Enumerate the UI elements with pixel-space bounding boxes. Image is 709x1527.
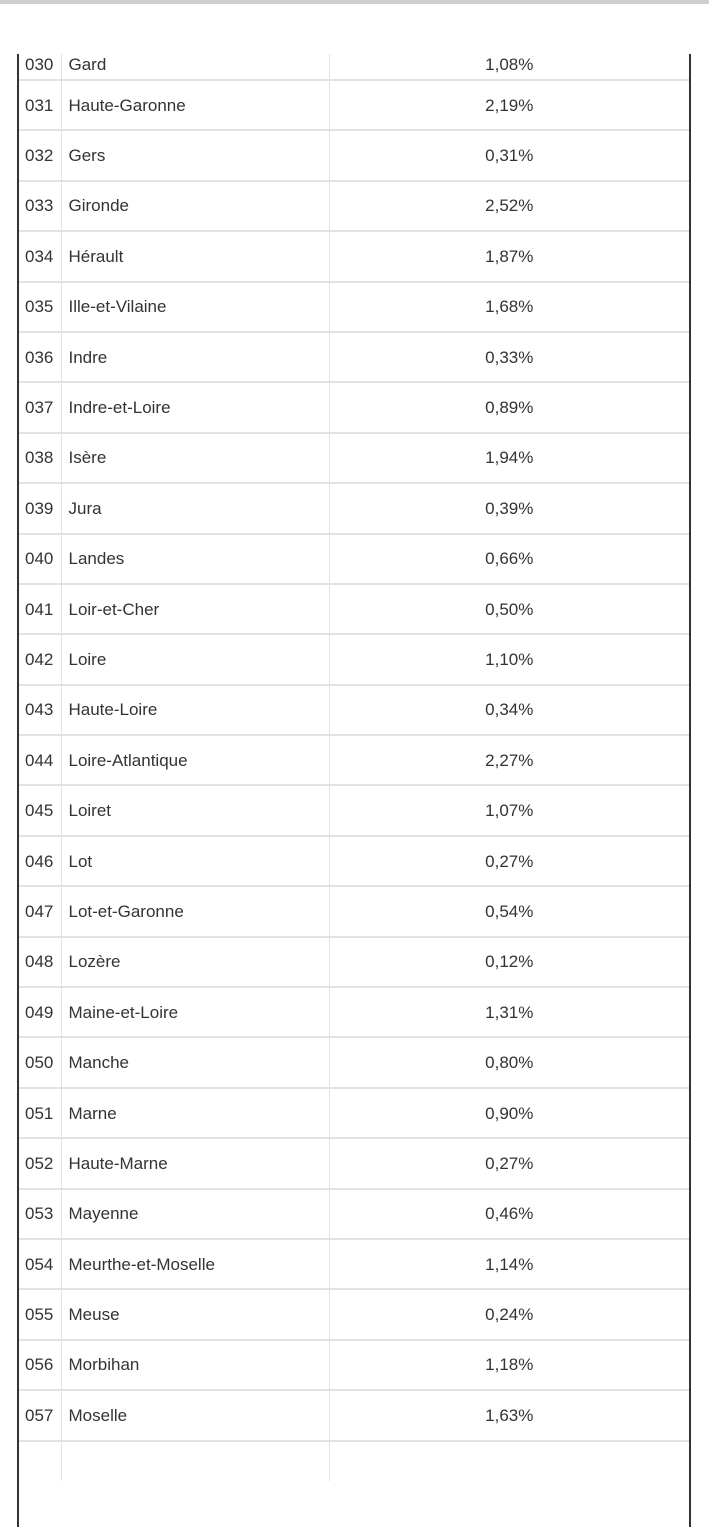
table-row <box>19 1340 689 1390</box>
department-code: 038 <box>19 433 61 483</box>
department-code: 050 <box>19 1037 61 1087</box>
department-percent-empty <box>329 1441 689 1481</box>
department-code: 034 <box>19 231 61 281</box>
department-code: 043 <box>19 685 61 735</box>
department-percent: 0,24% <box>329 1289 689 1339</box>
department-percent: 2,52% <box>329 181 689 231</box>
department-code: 032 <box>19 130 61 180</box>
department-percent: 1,18% <box>329 1340 689 1390</box>
department-percent-table <box>19 54 689 1481</box>
department-code: 042 <box>19 634 61 684</box>
department-name: Ille-et-Vilaine <box>61 282 329 332</box>
department-name: Lozère <box>61 937 329 987</box>
department-name: Meuse <box>61 1289 329 1339</box>
top-divider <box>0 0 709 4</box>
department-code: 044 <box>19 735 61 785</box>
department-code: 057 <box>19 1390 61 1440</box>
department-percent: 1,94% <box>329 433 689 483</box>
department-code: 035 <box>19 282 61 332</box>
table-row <box>19 1088 689 1138</box>
department-percent: 1,63% <box>329 1390 689 1440</box>
department-name-empty <box>61 1441 329 1481</box>
department-code: 048 <box>19 937 61 987</box>
department-percent: 2,19% <box>329 80 689 130</box>
table-row <box>19 735 689 785</box>
table-row-partial <box>19 1441 689 1481</box>
department-code: 041 <box>19 584 61 634</box>
department-code: 056 <box>19 1340 61 1390</box>
table-row <box>19 937 689 987</box>
department-percent: 0,89% <box>329 382 689 432</box>
department-name: Jura <box>61 483 329 533</box>
table-row <box>19 534 689 584</box>
table-row <box>19 1239 689 1289</box>
table-row <box>19 987 689 1037</box>
department-code: 046 <box>19 836 61 886</box>
department-percent: 0,80% <box>329 1037 689 1087</box>
department-code: 030 <box>19 54 61 80</box>
department-code: 047 <box>19 886 61 936</box>
department-name: Haute-Marne <box>61 1138 329 1188</box>
table-row <box>19 1189 689 1239</box>
department-code: 053 <box>19 1189 61 1239</box>
table-row <box>19 1289 689 1339</box>
table-row <box>19 382 689 432</box>
department-percent: 0,27% <box>329 1138 689 1188</box>
department-code: 031 <box>19 80 61 130</box>
department-name: Loire-Atlantique <box>61 735 329 785</box>
department-name: Lot-et-Garonne <box>61 886 329 936</box>
department-percent: 1,87% <box>329 231 689 281</box>
table-row <box>19 282 689 332</box>
table-row <box>19 130 689 180</box>
department-name: Gard <box>61 54 329 80</box>
department-name: Loire <box>61 634 329 684</box>
table-row <box>19 584 689 634</box>
department-percent: 0,39% <box>329 483 689 533</box>
table-row <box>19 836 689 886</box>
table-row <box>19 634 689 684</box>
department-code: 033 <box>19 181 61 231</box>
department-name: Haute-Garonne <box>61 80 329 130</box>
department-code: 036 <box>19 332 61 382</box>
department-code: 040 <box>19 534 61 584</box>
table-row <box>19 181 689 231</box>
table-row <box>19 1390 689 1440</box>
department-code: 037 <box>19 382 61 432</box>
department-percent: 1,31% <box>329 987 689 1037</box>
department-name: Loiret <box>61 785 329 835</box>
table-row <box>19 685 689 735</box>
table-body <box>19 54 689 1481</box>
department-name: Manche <box>61 1037 329 1087</box>
department-code: 054 <box>19 1239 61 1289</box>
department-code: 049 <box>19 987 61 1037</box>
department-percent: 2,27% <box>329 735 689 785</box>
department-name: Gers <box>61 130 329 180</box>
department-percent: 1,08% <box>329 54 689 80</box>
department-name: Morbihan <box>61 1340 329 1390</box>
department-percent: 1,68% <box>329 282 689 332</box>
department-name: Loir-et-Cher <box>61 584 329 634</box>
department-percent: 0,12% <box>329 937 689 987</box>
department-name: Lot <box>61 836 329 886</box>
department-percent: 1,10% <box>329 634 689 684</box>
department-code: 039 <box>19 483 61 533</box>
department-name: Isère <box>61 433 329 483</box>
department-name: Moselle <box>61 1390 329 1440</box>
department-percent: 0,46% <box>329 1189 689 1239</box>
department-code: 052 <box>19 1138 61 1188</box>
department-name: Indre <box>61 332 329 382</box>
table-row <box>19 785 689 835</box>
department-name: Meurthe-et-Moselle <box>61 1239 329 1289</box>
department-percent: 0,50% <box>329 584 689 634</box>
department-percent: 0,33% <box>329 332 689 382</box>
department-percent: 0,27% <box>329 836 689 886</box>
table-row <box>19 1037 689 1087</box>
department-code: 055 <box>19 1289 61 1339</box>
department-percent: 0,34% <box>329 685 689 735</box>
department-percent: 0,54% <box>329 886 689 936</box>
department-code-empty <box>19 1441 61 1481</box>
department-name: Maine-et-Loire <box>61 987 329 1037</box>
department-name: Haute-Loire <box>61 685 329 735</box>
department-percent: 0,66% <box>329 534 689 584</box>
table-row <box>19 231 689 281</box>
department-name: Hérault <box>61 231 329 281</box>
table-row <box>19 1138 689 1188</box>
table-row <box>19 80 689 130</box>
department-percent: 1,14% <box>329 1239 689 1289</box>
table-row <box>19 54 689 80</box>
department-percent: 0,90% <box>329 1088 689 1138</box>
table-row <box>19 483 689 533</box>
department-percent: 1,07% <box>329 785 689 835</box>
department-name: Landes <box>61 534 329 584</box>
department-code: 045 <box>19 785 61 835</box>
department-name: Gironde <box>61 181 329 231</box>
department-name: Marne <box>61 1088 329 1138</box>
table-row <box>19 886 689 936</box>
department-name: Mayenne <box>61 1189 329 1239</box>
table-row <box>19 433 689 483</box>
department-name: Indre-et-Loire <box>61 382 329 432</box>
department-table <box>17 54 691 1527</box>
table-row <box>19 332 689 382</box>
department-percent: 0,31% <box>329 130 689 180</box>
department-code: 051 <box>19 1088 61 1138</box>
